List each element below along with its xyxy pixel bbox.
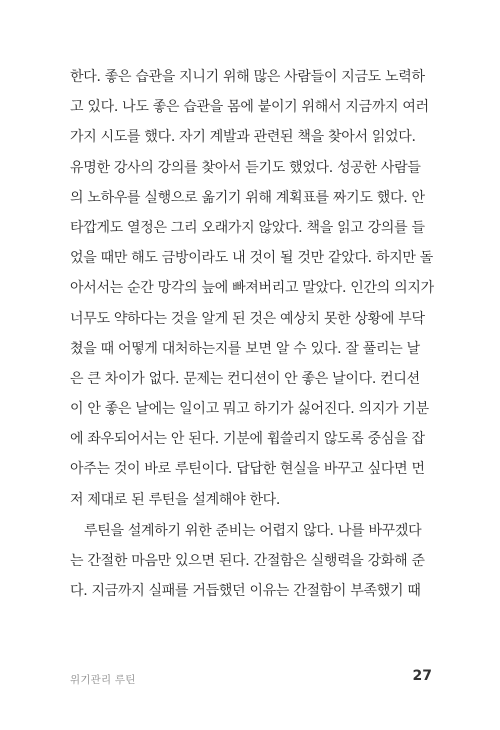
text-line: 가지 시도를 했다. 자기 계발과 관련된 책을 찾아서 읽었다. [70, 129, 416, 146]
text-line: 아서서는 순간 망각의 늪에 빠져버리고 말았다. 인간의 의지가 [70, 280, 434, 297]
text-line: 의 노하우를 실행으로 옮기기 위해 계획표를 짜기도 했다. 안 [70, 189, 425, 206]
text-line: 는 간절한 마음만 있으면 된다. 간절함은 실행력을 강화해 준 [70, 553, 425, 570]
text-line: 다. 지금까지 실패를 거듭했던 이유는 간절함이 부족했기 때 [70, 583, 421, 600]
text-line: 한다. 좋은 습관을 지니기 위해 많은 사람들이 지금도 노력하 [70, 69, 425, 85]
text-line: 타깝게도 열정은 그리 오래가지 않았다. 책을 읽고 강의를 들 [70, 219, 425, 236]
page-number: 27 [412, 668, 432, 684]
text-line: 루틴을 설계하기 위한 준비는 어렵지 않다. 나를 바꾸겠다 [84, 523, 422, 539]
text-line: 이 안 좋은 날에는 일이고 뭐고 하기가 싫어진다. 의지가 기분 [70, 401, 429, 418]
text-line: 에 좌우되어서는 안 된다. 기분에 휩쓸리지 않도록 중심을 잡 [70, 431, 425, 448]
text-line: 저 제대로 된 루틴을 설계해야 한다. [70, 491, 281, 508]
running-footer-title: 위기관리 루틴 [70, 674, 136, 686]
text-line: 고 있다. 나도 좋은 습관을 몸에 붙이기 위해서 지금까지 여러 [70, 99, 429, 116]
text-line: 쳤을 때 어떻게 대처하는지를 보면 알 수 있다. 잘 풀리는 날 [70, 340, 420, 357]
text-line: 유명한 강사의 강의를 찾아서 듣기도 했었다. 성공한 사람들 [70, 159, 421, 176]
text-line: 아주는 것이 바로 루틴이다. 답답한 현실을 바꾸고 싶다면 먼 [70, 461, 425, 478]
text-line: 은 큰 차이가 없다. 문제는 컨디션이 안 좋은 날이다. 컨디션 [70, 370, 420, 387]
paragraph-1 [70, 62, 442, 515]
text-line: 었을 때만 해도 금방이라도 내 것이 될 것만 같았다. 하지만 돌 [70, 250, 434, 267]
text-line: 너무도 약하다는 것을 알게 된 것은 예상치 못한 상황에 부닥 [70, 310, 425, 327]
paragraph-2 [70, 516, 442, 607]
